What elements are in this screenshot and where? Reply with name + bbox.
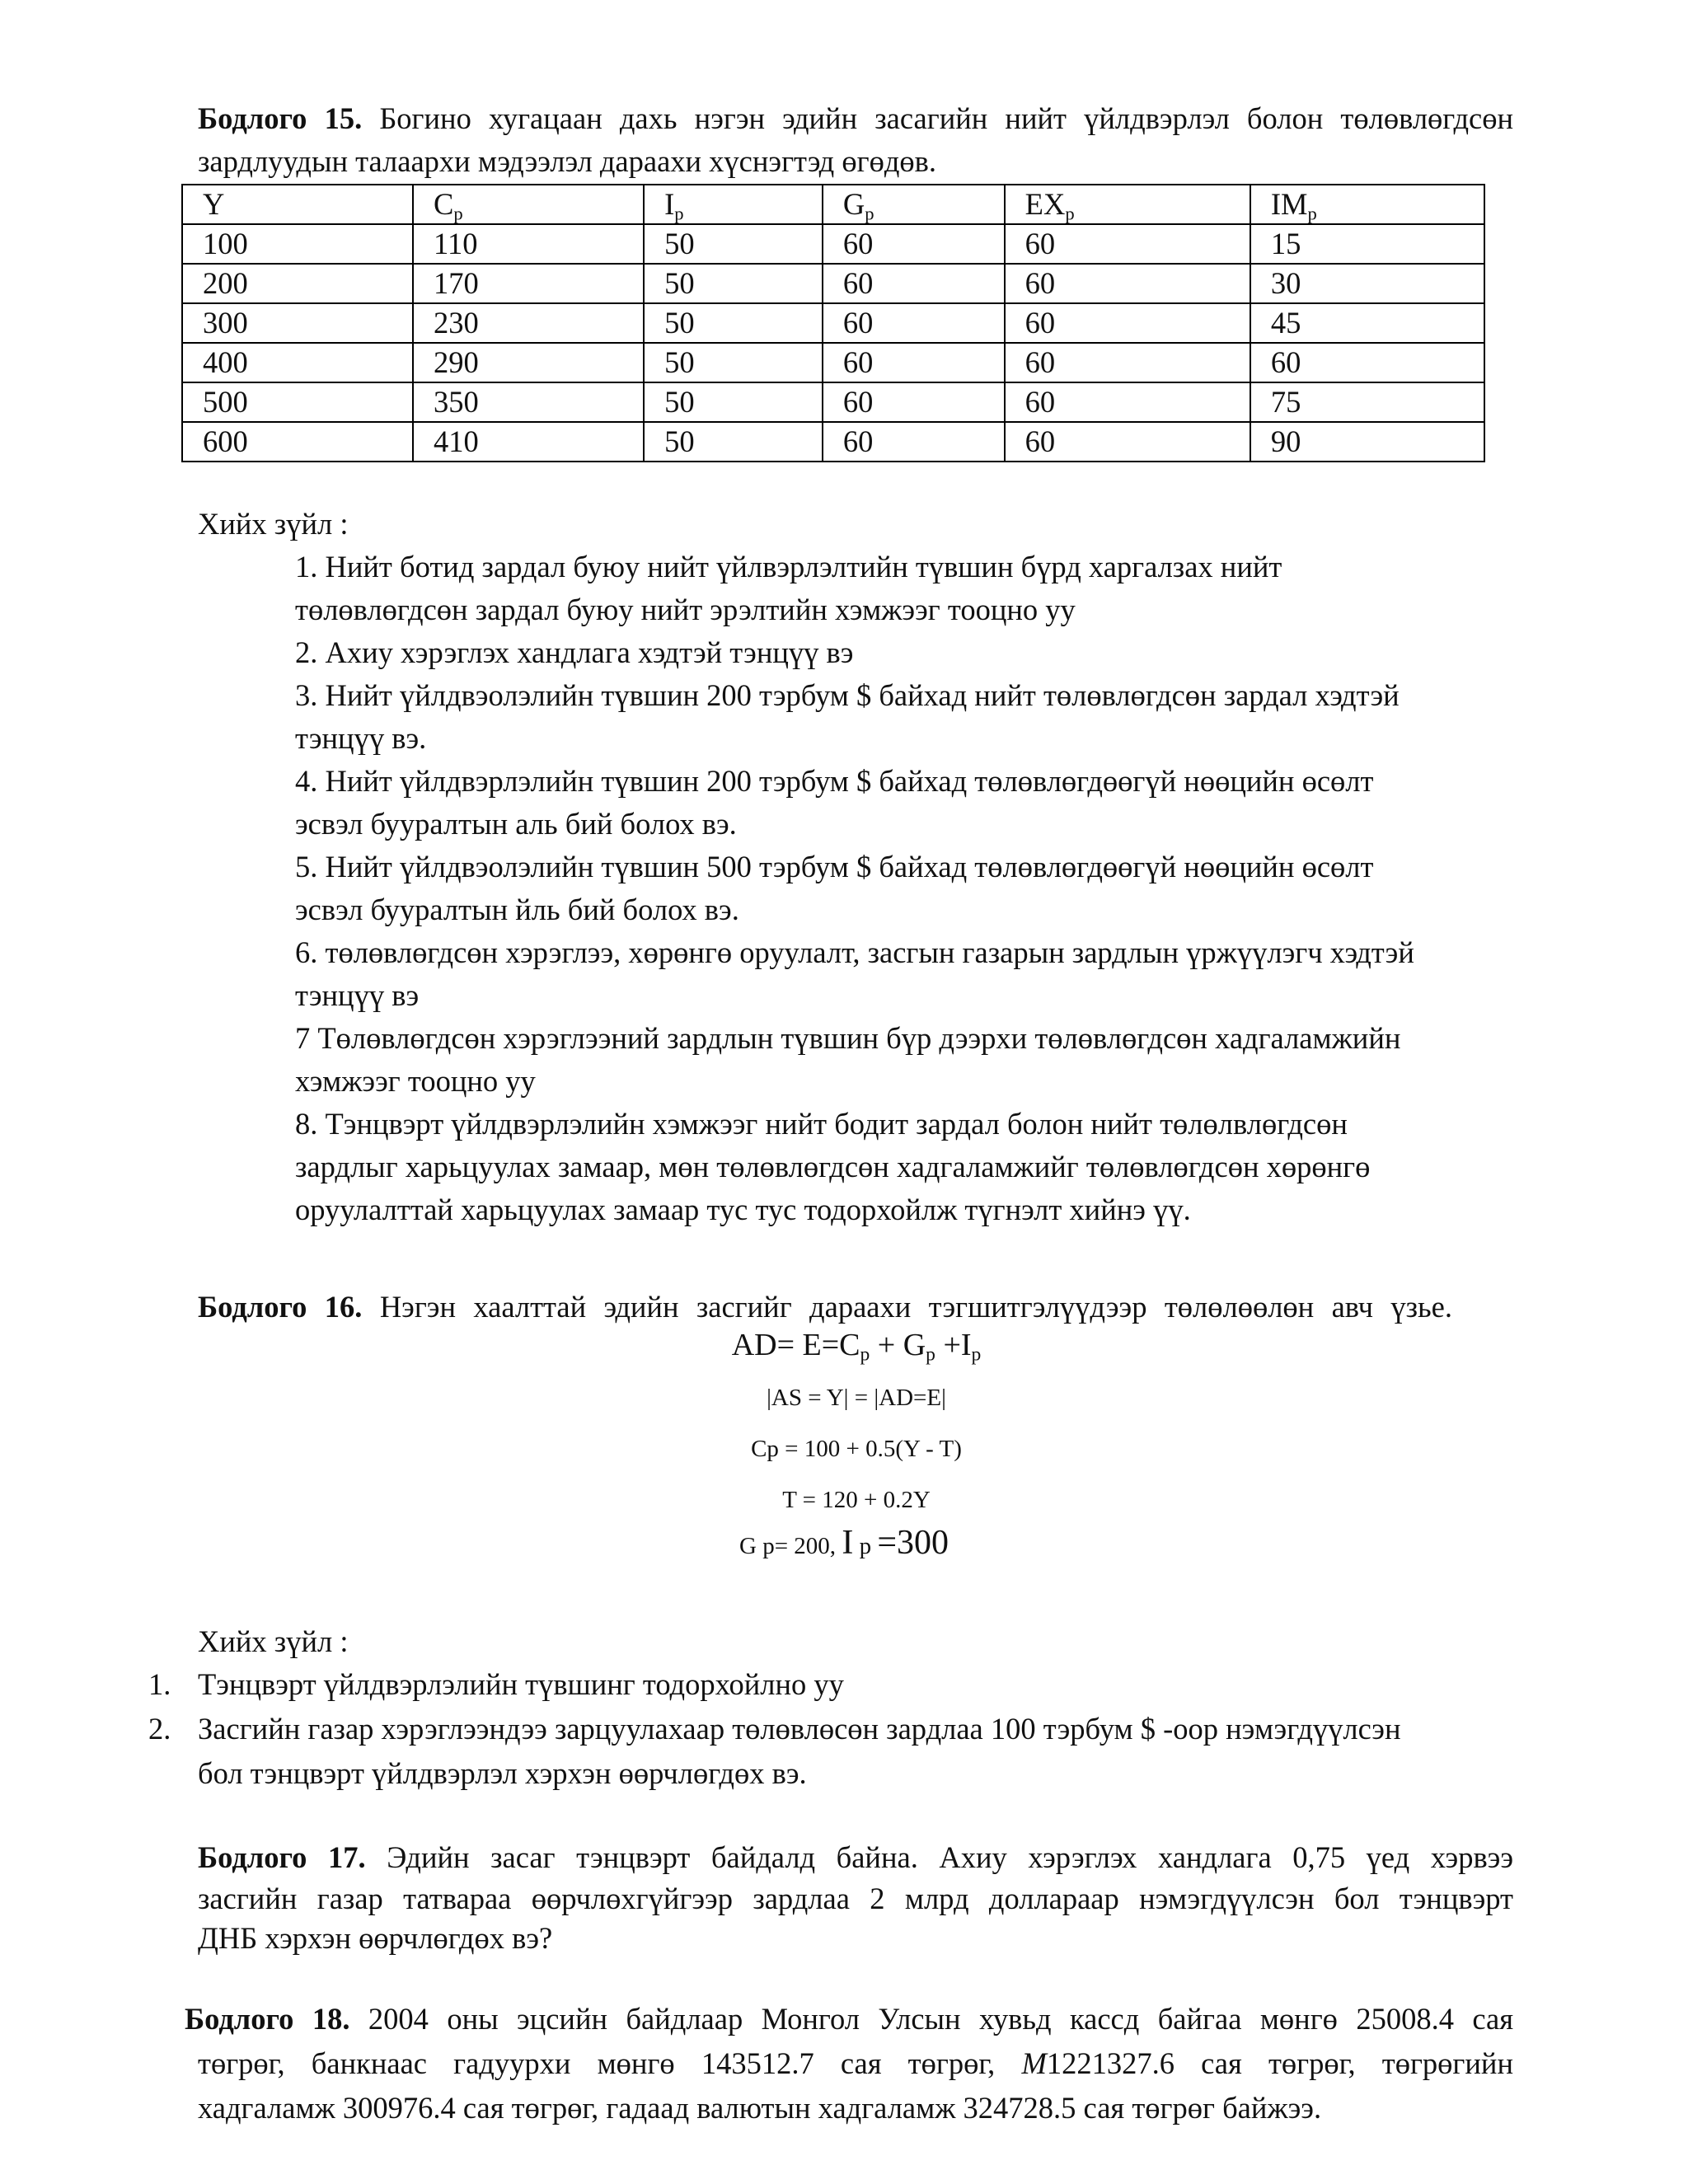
table-cell: 50 — [644, 343, 823, 382]
table-cell: 75 — [1250, 382, 1484, 422]
problem18-title: Бодлого 18. — [185, 2002, 350, 2036]
table-header-cell: Y — [182, 185, 413, 224]
table-header-cell: $IM_p$ — [1250, 185, 1484, 224]
table-cell: 100 — [182, 224, 413, 264]
table-cell: 60 — [1005, 224, 1250, 264]
table-cell: 350 — [413, 382, 644, 422]
problem15-task-line: 4. Нийт үйлдвэрлэлийн түвшин 200 тэрбум $ байхад төлөвлөгдөөгүй нөөцийн өсөлт — [295, 764, 1374, 798]
problem15-task-line: 7 Төлөвлөгдсөн хэрэглээний зардлын түвшин бүр дээрхи төлөвлөгдсөн хадгаламжийн — [295, 1021, 1401, 1055]
table-cell: 90 — [1250, 422, 1484, 462]
problem15-task-line: 3. Нийт үйлдвэолэлийн түвшин 200 тэрбум $ байхад нийт төлөвлөгдсөн зардал хэдтэй — [295, 678, 1400, 712]
table-cell: 410 — [413, 422, 644, 462]
table-cell: 60 — [823, 343, 1005, 382]
equation-equilibrium: |AS = Y| = |AD=E| — [767, 1385, 946, 1411]
table-cell: 50 — [644, 303, 823, 343]
table-body — [182, 224, 1484, 462]
table-cell: 60 — [823, 224, 1005, 264]
equation-aggregate-demand: $AD= E=C_p + G_p +I_p$ — [731, 1328, 982, 1366]
table-cell: 50 — [644, 264, 823, 303]
table-cell: 300 — [182, 303, 413, 343]
problem15-intro-text: Богино хугацаан дахь нэгэн эдийн засагийн нийт үйлдвэрлэл болон төлөвлөгдсөн — [379, 101, 1513, 135]
problem16-task1-number: 1. — [148, 1667, 171, 1701]
problem15-task-line: 5. Нийт үйлдвэолэлийн түвшин 500 тэрбум $ байхад төлөвлөгдөөгүй нөөцийн өсөлт — [295, 850, 1374, 883]
table-row — [182, 224, 1484, 264]
equation-tax: T = 120 + 0.2Y — [782, 1487, 931, 1513]
table-cell: 110 — [413, 224, 644, 264]
problem15-task-line: эсвэл бууралтын йль бий болох вэ. — [295, 893, 739, 926]
table-cell: 50 — [644, 224, 823, 264]
problem15-task-line: 8. Тэнцвэрт үйлдвэрлэлийн хэмжээг нийт бодит зардал болон нийт төлөлвлөгдсөн — [295, 1107, 1348, 1141]
problem15-intro-line1 — [198, 97, 1513, 140]
equation-government-investment: G p= 200, I p =300 — [739, 1524, 949, 1562]
table-cell: 60 — [823, 264, 1005, 303]
table-cell: 60 — [823, 422, 1005, 462]
table-cell: 60 — [1005, 264, 1250, 303]
table-cell: 600 — [182, 422, 413, 462]
problem15-task-line: хэмжээг тооцно уу — [295, 1064, 536, 1098]
table-cell: 30 — [1250, 264, 1484, 303]
problem15-task-line: 2. Ахиу хэрэглэх хандлага хэдтэй тэнцүү вэ — [295, 635, 854, 669]
table-cell: 60 — [823, 303, 1005, 343]
table-row — [182, 303, 1484, 343]
table-row — [182, 382, 1484, 422]
table-header-cell: $I_p$ — [644, 185, 823, 224]
problem17-title: Бодлого 17. — [198, 1840, 366, 1874]
problem16-task2-line1: Засгийн газар хэрэглээндээ зарцуулахаар төлөвлөсөн зардлаа 100 тэрбум $ -оор нэмэгдүүлсэн — [198, 1712, 1401, 1746]
table-cell: 60 — [1005, 382, 1250, 422]
problem17-line1 — [198, 1836, 1513, 1879]
problem16-title: Бодлого 16. — [198, 1290, 363, 1324]
problem15-task-line: оруулалттай харьцуулах замаар тус тус тодорхойлж түгнэлт хийнэ үү. — [295, 1193, 1191, 1226]
table-cell: 45 — [1250, 303, 1484, 343]
problem18-line2: төгрөг, банкнаас гадуурхи мөнгө 143512.7 сая төгрөг, M1221327.6 сая төгрөг, төгрөгийн — [198, 2046, 1513, 2080]
table-cell: 60 — [1005, 422, 1250, 462]
table-cell: 60 — [1005, 343, 1250, 382]
problem16-intro-text: Нэгэн хаалттай эдийн засгийг дараахи тэгшитгэлүүдээр төлөлөөлөн авч үзье. — [379, 1290, 1453, 1324]
problem15-intro-line2: зардлуудын талаархи мэдээлэл дараахи хүснэгтэд өгөдөв. — [198, 144, 937, 178]
table-cell: 60 — [1005, 303, 1250, 343]
problem17-line3: ДНБ хэрхэн өөрчлөгдөх вэ? — [198, 1921, 553, 1955]
problem15-task-line: тэнцүү вэ. — [295, 721, 427, 755]
table-cell: 60 — [823, 382, 1005, 422]
problem17-line2: засгийн газар татвараа өөрчлөхгүйгээр зардлаа 2 млрд доллараар нэмэгдүүлсэн бол тэнцвэрт — [198, 1882, 1513, 1915]
table-cell: 200 — [182, 264, 413, 303]
problem15-tasks-heading: Хийх зүйл : — [198, 507, 349, 541]
table-header-cell: $C_p$ — [413, 185, 644, 224]
problem16-task1: Тэнцвэрт үйлдвэрлэлийн түвшинг тодорхойлно уу — [198, 1667, 844, 1701]
problem17-text: Эдийн засаг тэнцвэрт байдалд байна. Ахиу хэрэглэх хандлага 0,75 үед хэрвээ — [387, 1840, 1514, 1874]
table-cell: 60 — [1250, 343, 1484, 382]
table-header-row — [182, 185, 1484, 224]
problem15-task-line: зардлыг харьцуулах замаар, мөн төлөвлөгдсөн хадгаламжийг төлөвлөгдсөн хөрөнгө — [295, 1150, 1371, 1183]
problem15-task-line: төлөвлөгдсөн зардал буюу нийт эрэлтийн хэмжээг тооцно уу — [295, 593, 1076, 626]
table-header-cell: $EX_p$ — [1005, 185, 1250, 224]
table-row — [182, 422, 1484, 462]
table-cell: 50 — [644, 422, 823, 462]
problem18-line3: хадгаламж 300976.4 сая төгрөг, гадаад валютын хадгаламж 324728.5 сая төгрөг байжээ. — [198, 2091, 1322, 2125]
table-cell: 170 — [413, 264, 644, 303]
table-cell: 290 — [413, 343, 644, 382]
problem16-intro-line — [198, 1286, 1452, 1329]
table-cell: 230 — [413, 303, 644, 343]
problem15-task-line: 6. төлөвлөгдсөн хэрэглээ, хөрөнгө оруулалт, засгын газарын зардлын үржүүлэгч хэдтэй — [295, 935, 1414, 969]
problem16-task2-number: 2. — [148, 1712, 171, 1746]
problem18-line1 — [185, 1998, 1513, 2041]
data-table — [181, 184, 1485, 462]
equation-consumption: Cp = 100 + 0.5(Y - T) — [751, 1436, 962, 1462]
table-header-cell: $G_p$ — [823, 185, 1005, 224]
problem15-title: Бодлого 15. — [198, 101, 363, 135]
table-cell: 50 — [644, 382, 823, 422]
table-cell: 400 — [182, 343, 413, 382]
table-row — [182, 343, 1484, 382]
table-row — [182, 264, 1484, 303]
problem15-task-line: эсвэл бууралтын аль бий болох вэ. — [295, 807, 737, 841]
problem18-text: 2004 оны эцсийн байдлаар Монгол Улсын хувьд кассд байгаа мөнгө 25008.4 сая — [368, 2002, 1514, 2036]
problem15-task-line: тэнцүү вэ — [295, 978, 420, 1012]
table-cell: 15 — [1250, 224, 1484, 264]
problem15-task-line: 1. Нийт ботид зардал буюу нийт үйлвэрлэлтийн түвшин бүрд харгалзах нийт — [295, 550, 1282, 583]
table-cell: 500 — [182, 382, 413, 422]
problem16-tasks-heading: Хийх зүйл : — [198, 1624, 349, 1658]
problem16-task2-line2: бол тэнцвэрт үйлдвэрлэл хэрхэн өөрчлөгдөх вэ. — [198, 1756, 807, 1790]
